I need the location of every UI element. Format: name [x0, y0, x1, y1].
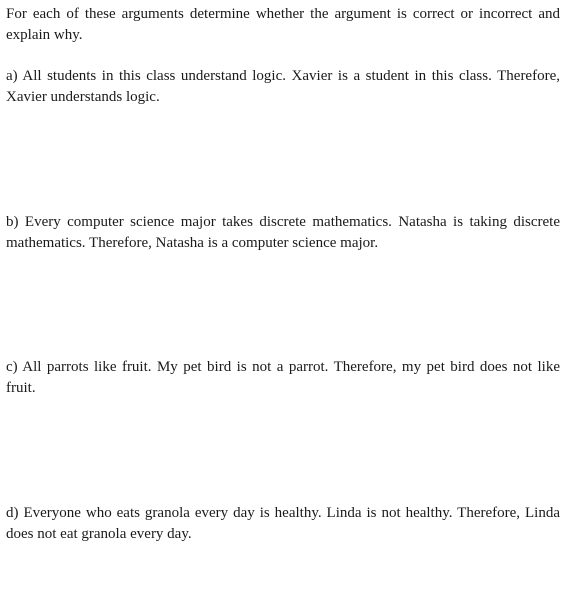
argument-c: c) All parrots like fruit. My pet bird is not a parrot. Therefore, my pet bird does not like fruit. [6, 359, 560, 396]
document-page [6, 0, 560, 605]
argument-d: d) Everyone who eats granola every day is healthy. Linda is not healthy. Therefore, Linda does not eat granola every day. [6, 505, 560, 542]
cropped-previous-line [6, 0, 560, 1]
argument-b: b) Every computer science major takes discrete mathematics. Natasha is taking discrete mathematics. Therefore, Natasha is a computer science major. [6, 214, 560, 251]
instructions-paragraph: For each of these arguments determine whether the argument is correct or incorrect and explain why. [6, 6, 560, 43]
argument-a: a) All students in this class understand logic. Xavier is a student in this class. Therefore, Xavier understands logic. [6, 68, 560, 105]
cropped-text-fragment [6, 0, 116, 1]
